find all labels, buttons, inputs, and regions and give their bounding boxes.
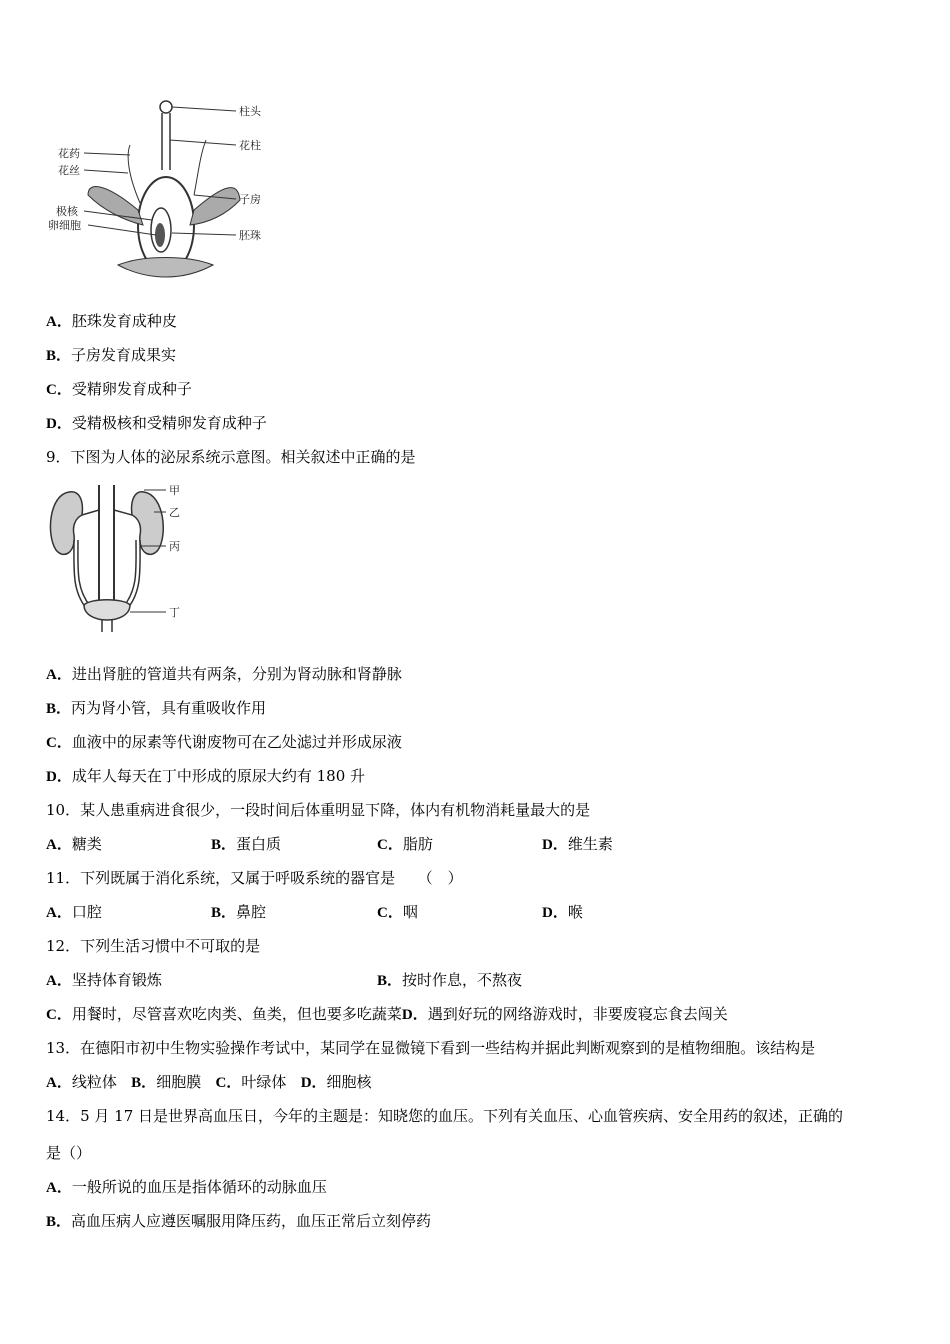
q9-option-d: D．成年人每天在丁中形成的原尿大约有 180 升 — [46, 767, 366, 785]
urinary-label-yi: 乙 — [169, 506, 180, 519]
flower-label-ovule: 胚珠 — [239, 229, 261, 242]
q8-option-c: C．受精卵发育成种子 — [46, 380, 192, 398]
q13-option-c: C．叶绿体 — [215, 1073, 287, 1091]
q14-option-a: A．一般所说的血压是指体循环的动脉血压 — [46, 1178, 327, 1196]
q10-option-a: A．糖类 — [46, 835, 102, 853]
q11-option-c: C．咽 — [377, 903, 418, 921]
q10-option-b: B．蛋白质 — [211, 835, 282, 853]
q8-option-b: B．子房发育成果实 — [46, 346, 177, 364]
q11-stem: 11．下列既属于消化系统，又属于呼吸系统的器官是 （ ） — [46, 869, 463, 887]
q9-option-c: C．血液中的尿素等代谢废物可在乙处滤过并形成尿液 — [46, 733, 402, 751]
q11-option-b: B．鼻腔 — [211, 903, 267, 921]
q13-option-b: B．细胞膜 — [131, 1073, 202, 1091]
urinary-label-jia: 甲 — [169, 484, 180, 497]
urinary-label-bing: 丙 — [169, 540, 180, 553]
q11-option-a: A．口腔 — [46, 903, 102, 921]
q12-options-row2 — [46, 1004, 728, 1025]
q14-stem-line2: 是（） — [46, 1144, 92, 1162]
q9-stem: 9．下图为人体的泌尿系统示意图。相关叙述中正确的是 — [46, 448, 416, 466]
flower-label-ovary: 子房 — [239, 193, 261, 206]
q12-option-a: A．坚持体育锻炼 — [46, 971, 162, 989]
q10-stem: 10．某人患重病进食很少，一段时间后体重明显下降，体内有机物消耗量最大的是 — [46, 801, 591, 819]
q11-option-d: D．喉 — [542, 903, 583, 921]
flower-label-style: 花柱 — [239, 139, 261, 152]
q8-option-a: A．胚珠发育成种皮 — [46, 312, 177, 330]
flower-label-anther: 花药 — [58, 147, 80, 160]
q13-option-d: D．细胞核 — [300, 1073, 372, 1091]
flower-label-polar-nuclei: 极核 — [56, 205, 78, 218]
q8-option-d: D．受精极核和受精卵发育成种子 — [46, 414, 267, 432]
q14-stem-line1: 14．5 月 17 日是世界高血压日，今年的主题是：知晓您的血压。下列有关血压、心血管疾病、安全用药的叙述，正确的 — [46, 1107, 844, 1125]
q12-option-d: D．遇到好玩的网络游戏时，非要废寝忘食去闯关 — [401, 1005, 728, 1023]
flower-label-stigma: 柱头 — [239, 105, 261, 118]
q9-option-a: A．进出肾脏的管道共有两条，分别为肾动脉和肾静脉 — [46, 665, 402, 683]
urinary-system-diagram — [44, 480, 194, 640]
q10-option-c: C．脂肪 — [377, 835, 433, 853]
q9-option-b: B．丙为肾小管，具有重吸收作用 — [46, 699, 267, 717]
q12-option-b: B．按时作息，不熬夜 — [377, 971, 523, 989]
q13-stem: 13．在德阳市初中生物实验操作考试中，某同学在显微镜下看到一些结构并据此判断观察到的是植物细胞。该结构是 — [46, 1039, 816, 1057]
q10-option-d: D．维生素 — [542, 835, 613, 853]
q13-option-a: A．线粒体 — [46, 1073, 117, 1091]
urinary-label-ding: 丁 — [169, 606, 180, 619]
q14-option-b: B．高血压病人应遵医嘱服用降压药，血压正常后立刻停药 — [46, 1212, 432, 1230]
flower-diagram — [48, 95, 278, 295]
q12-option-c: C．用餐时，尽管喜欢吃肉类、鱼类，但也要多吃蔬菜 — [46, 1005, 402, 1023]
flower-label-filament: 花丝 — [58, 164, 80, 177]
q12-stem: 12．下列生活习惯中不可取的是 — [46, 937, 261, 955]
q13-options — [46, 1072, 372, 1093]
flower-label-egg-cell: 卵细胞 — [48, 219, 81, 232]
